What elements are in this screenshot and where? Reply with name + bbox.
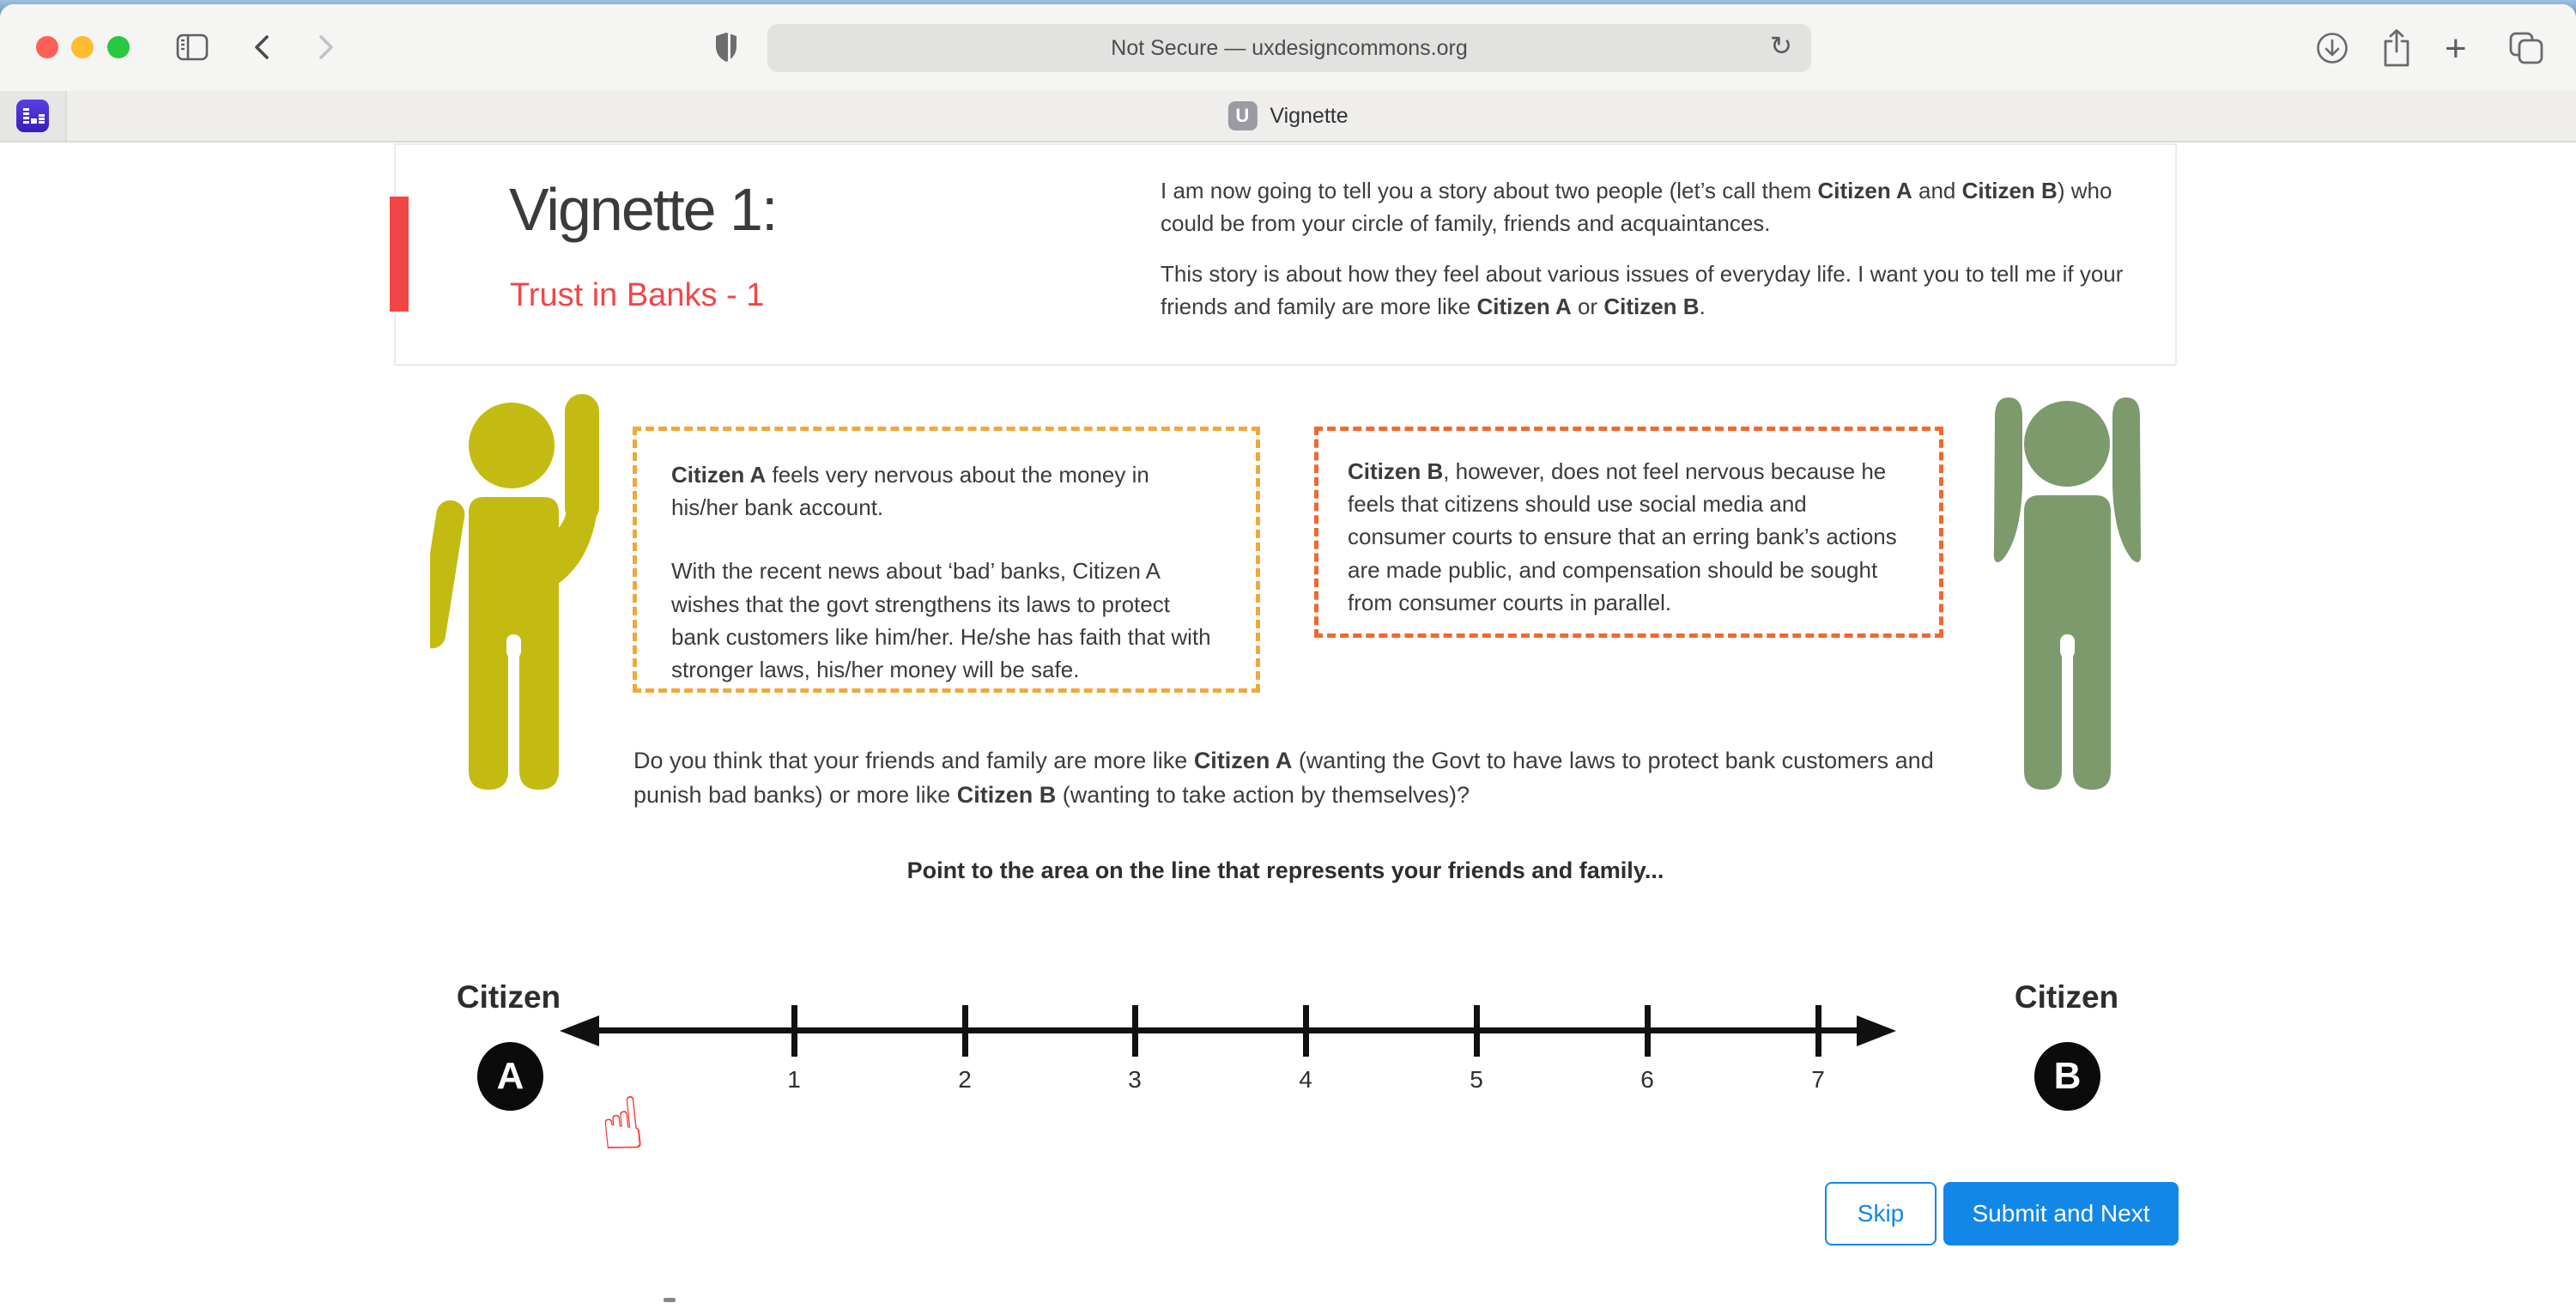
citizen-b-scale-label: Citizen (2014, 979, 2119, 1015)
intro-paragraph-2: This story is about how they feel about various issues of everyday life. I want you to tell me if your friends and family are more like Citizen A or Citizen B. (1161, 261, 2124, 320)
sidebar-toggle-icon[interactable] (176, 33, 209, 61)
question-text: Do you think that your friends and family are more like Citizen A (wanting the Govt to have laws to protect bank customers and punish bad banks) or more like Citizen B (wanting to take action by themselves)? (633, 748, 1934, 808)
scale-label-1: 1 (787, 1066, 801, 1093)
scale-tick-5[interactable] (1474, 1005, 1480, 1057)
intro-paragraph-1: I am now going to tell you a story about two people (let’s call them Citizen A and Citizen B) who could be from your circle of family, friends and acquaintances. (1161, 178, 2112, 236)
page-content (0, 142, 2576, 1313)
new-tab-icon[interactable]: + (2445, 27, 2467, 70)
share-icon[interactable] (2381, 28, 2412, 68)
tab-title: Vignette (1270, 103, 1349, 128)
scale-label-2: 2 (958, 1066, 972, 1093)
privacy-shield-icon[interactable] (715, 32, 737, 63)
citizen-b-description-box (1314, 427, 1943, 638)
prompt-text: Point to the area on the line that represents your friends and family... (906, 857, 1664, 883)
citizen-a-person-icon (430, 391, 602, 794)
scale-label-7: 7 (1811, 1066, 1825, 1093)
hand-pointer-icon: ☝ (596, 1080, 649, 1169)
scale-tick-4[interactable] (1303, 1005, 1309, 1057)
scale-label-6: 6 (1640, 1066, 1654, 1093)
equalizer-favicon-icon (16, 100, 49, 132)
citizen-a-badge: A (477, 1042, 543, 1111)
tab-favicon: U (1227, 101, 1257, 130)
tab-bar (0, 91, 2576, 142)
citizen-a-paragraph-1: Citizen A feels very nervous about the money in his/her bank account. (671, 462, 1149, 521)
scale-tick-7[interactable] (1815, 1005, 1821, 1057)
scale-left-arrow (560, 1015, 599, 1046)
red-accent-bar (390, 197, 409, 312)
address-bar[interactable] (767, 24, 1811, 72)
scale-right-arrow (1857, 1015, 1896, 1046)
forward-icon[interactable] (318, 34, 335, 60)
address-bar-text: Not Secure — uxdesigncommons.org (1111, 35, 1468, 60)
citizen-b-paragraph-1: Citizen B, however, does not feel nervous because he feels that citizens should use social media and consumer courts to ensure that an erring bank’s actions are made public, and compensation should be sought from consumer courts in parallel. (1348, 458, 1897, 615)
citizen-a-paragraph-2: With the recent news about ‘bad’ banks, Citizen A wishes that the govt strengthens its laws to protect bank customers like him/her. He/she has faith that with stronger laws, his/her money will be safe. (671, 558, 1211, 683)
citizen-b-badge: B (2034, 1042, 2100, 1111)
clipped-text-fragment (664, 1298, 676, 1302)
active-tab[interactable] (1227, 91, 1348, 141)
scale-tick-2[interactable] (962, 1005, 968, 1057)
scale-label-5: 5 (1470, 1066, 1483, 1093)
scale-tick-1[interactable] (791, 1005, 797, 1057)
citizen-a-description-box (633, 427, 1260, 693)
citizen-b-person-icon (1988, 391, 2147, 794)
browser-window (0, 4, 2576, 1315)
close-window-button[interactable] (36, 36, 58, 58)
skip-button[interactable]: Skip (1825, 1182, 1937, 1245)
reload-icon[interactable]: ↻ (1770, 31, 1792, 62)
tab-overview-icon[interactable] (2508, 31, 2544, 65)
scale-tick-3[interactable] (1132, 1005, 1138, 1057)
citizen-a-scale-label: Citizen (456, 979, 561, 1015)
page-subtitle: Trust in Banks - 1 (510, 277, 765, 313)
browser-toolbar (0, 4, 2576, 91)
page-title: Vignette 1: (509, 176, 777, 243)
submit-and-next-button[interactable]: Submit and Next (1943, 1182, 2179, 1245)
rating-scale-line[interactable] (596, 1027, 1863, 1033)
scale-tick-6[interactable] (1645, 1005, 1651, 1057)
downloads-icon[interactable] (2316, 32, 2349, 64)
intro-text (1161, 175, 2152, 324)
zoom-window-button[interactable] (107, 36, 130, 58)
minimize-window-button[interactable] (71, 36, 94, 58)
scale-label-3: 3 (1128, 1066, 1142, 1093)
pinned-tab[interactable] (0, 91, 67, 141)
scale-label-4: 4 (1299, 1066, 1312, 1093)
back-icon[interactable] (253, 34, 270, 60)
